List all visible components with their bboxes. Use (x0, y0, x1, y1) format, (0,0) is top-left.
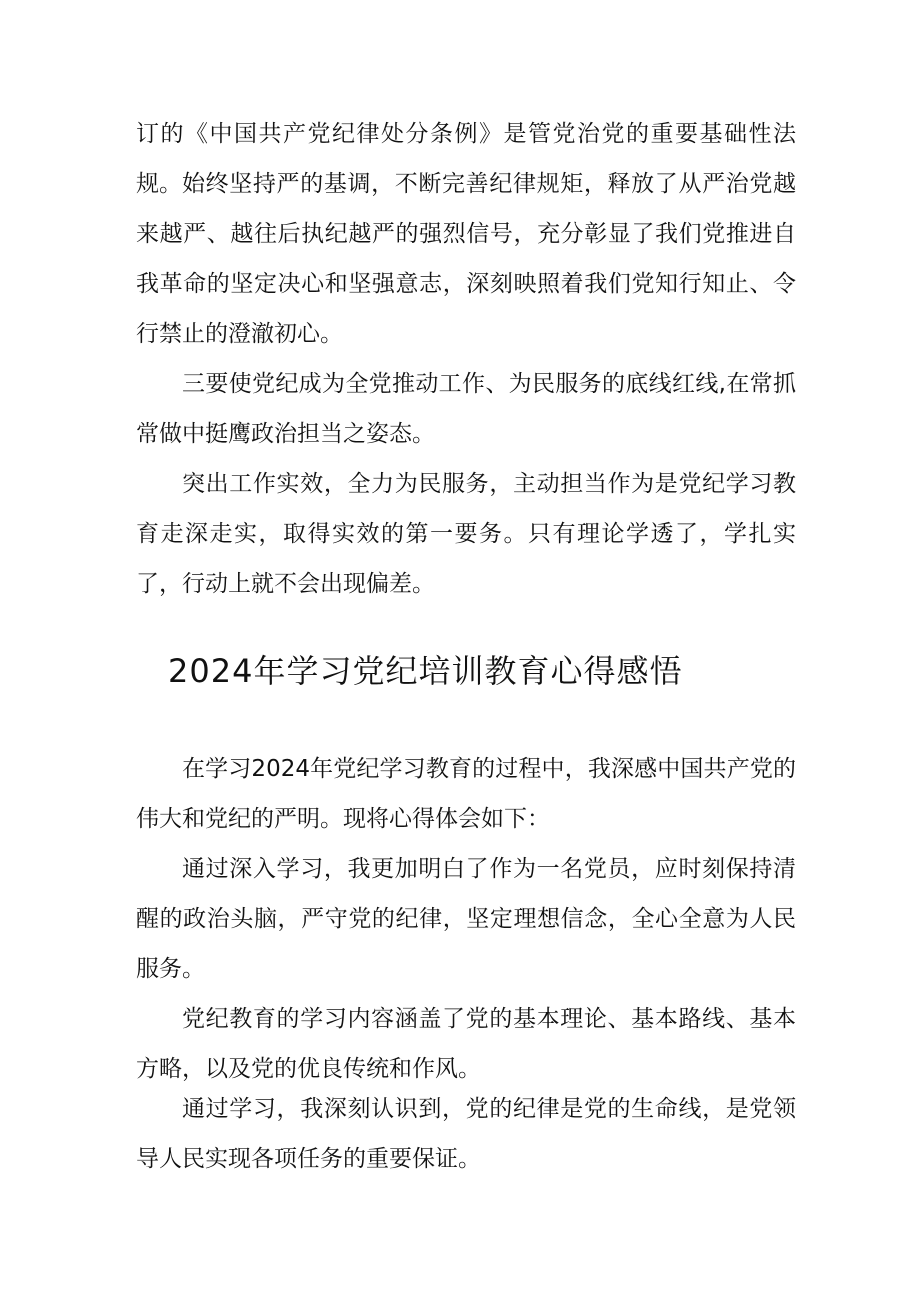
section-heading: 2024年学习党纪培训教育心得感悟 (168, 652, 683, 690)
paragraph-third-point: 三要使党纪成为全党推动工作、为民服务的底线红线,在常抓常做中挺鹰政治担当之姿态。 (136, 371, 796, 447)
paragraph-deep-study: 通过深入学习，我更加明白了作为一名党员，应时刻保持清醒的政治头脑，严守党的纪律，坚定理想信念，全心全意为人民服务。 (136, 856, 796, 982)
paragraph-practical-results: 突出工作实效，全力为民服务，主动担当作为是党纪学习教育走深走实，取得实效的第一要务。只有理论学透了，学扎实了，行动上就不会出现偏差。 (136, 471, 796, 597)
paragraph-content-scope: 党纪教育的学习内容涵盖了党的基本理论、基本路线、基本方略，以及党的优良传统和作风。 (136, 1006, 796, 1082)
paragraph-continuation: 订的《中国共产党纪律处分条例》是管党治党的重要基础性法规。 (136, 121, 796, 197)
paragraph-discipline-lifeline: 通过学习，我深刻认识到，党的纪律是党的生命线，是党领导人民实现各项任务的重要保证。 (136, 1096, 796, 1172)
paragraph-strict-tone: 始终坚持严的基调，不断完善纪律规矩，释放了从严治党越来越严、越往后执纪越严的强烈信号，充分彰显了我们党推进自我革命的坚定决心和坚强意志，深刻映照着我们党知行知止、令行禁止的澄澈初心。 (136, 171, 796, 347)
paragraph-introduction: 在学习2024年党纪学习教育的过程中，我深感中国共产党的伟大和党纪的严明。现将心得体会如下： (136, 756, 796, 832)
